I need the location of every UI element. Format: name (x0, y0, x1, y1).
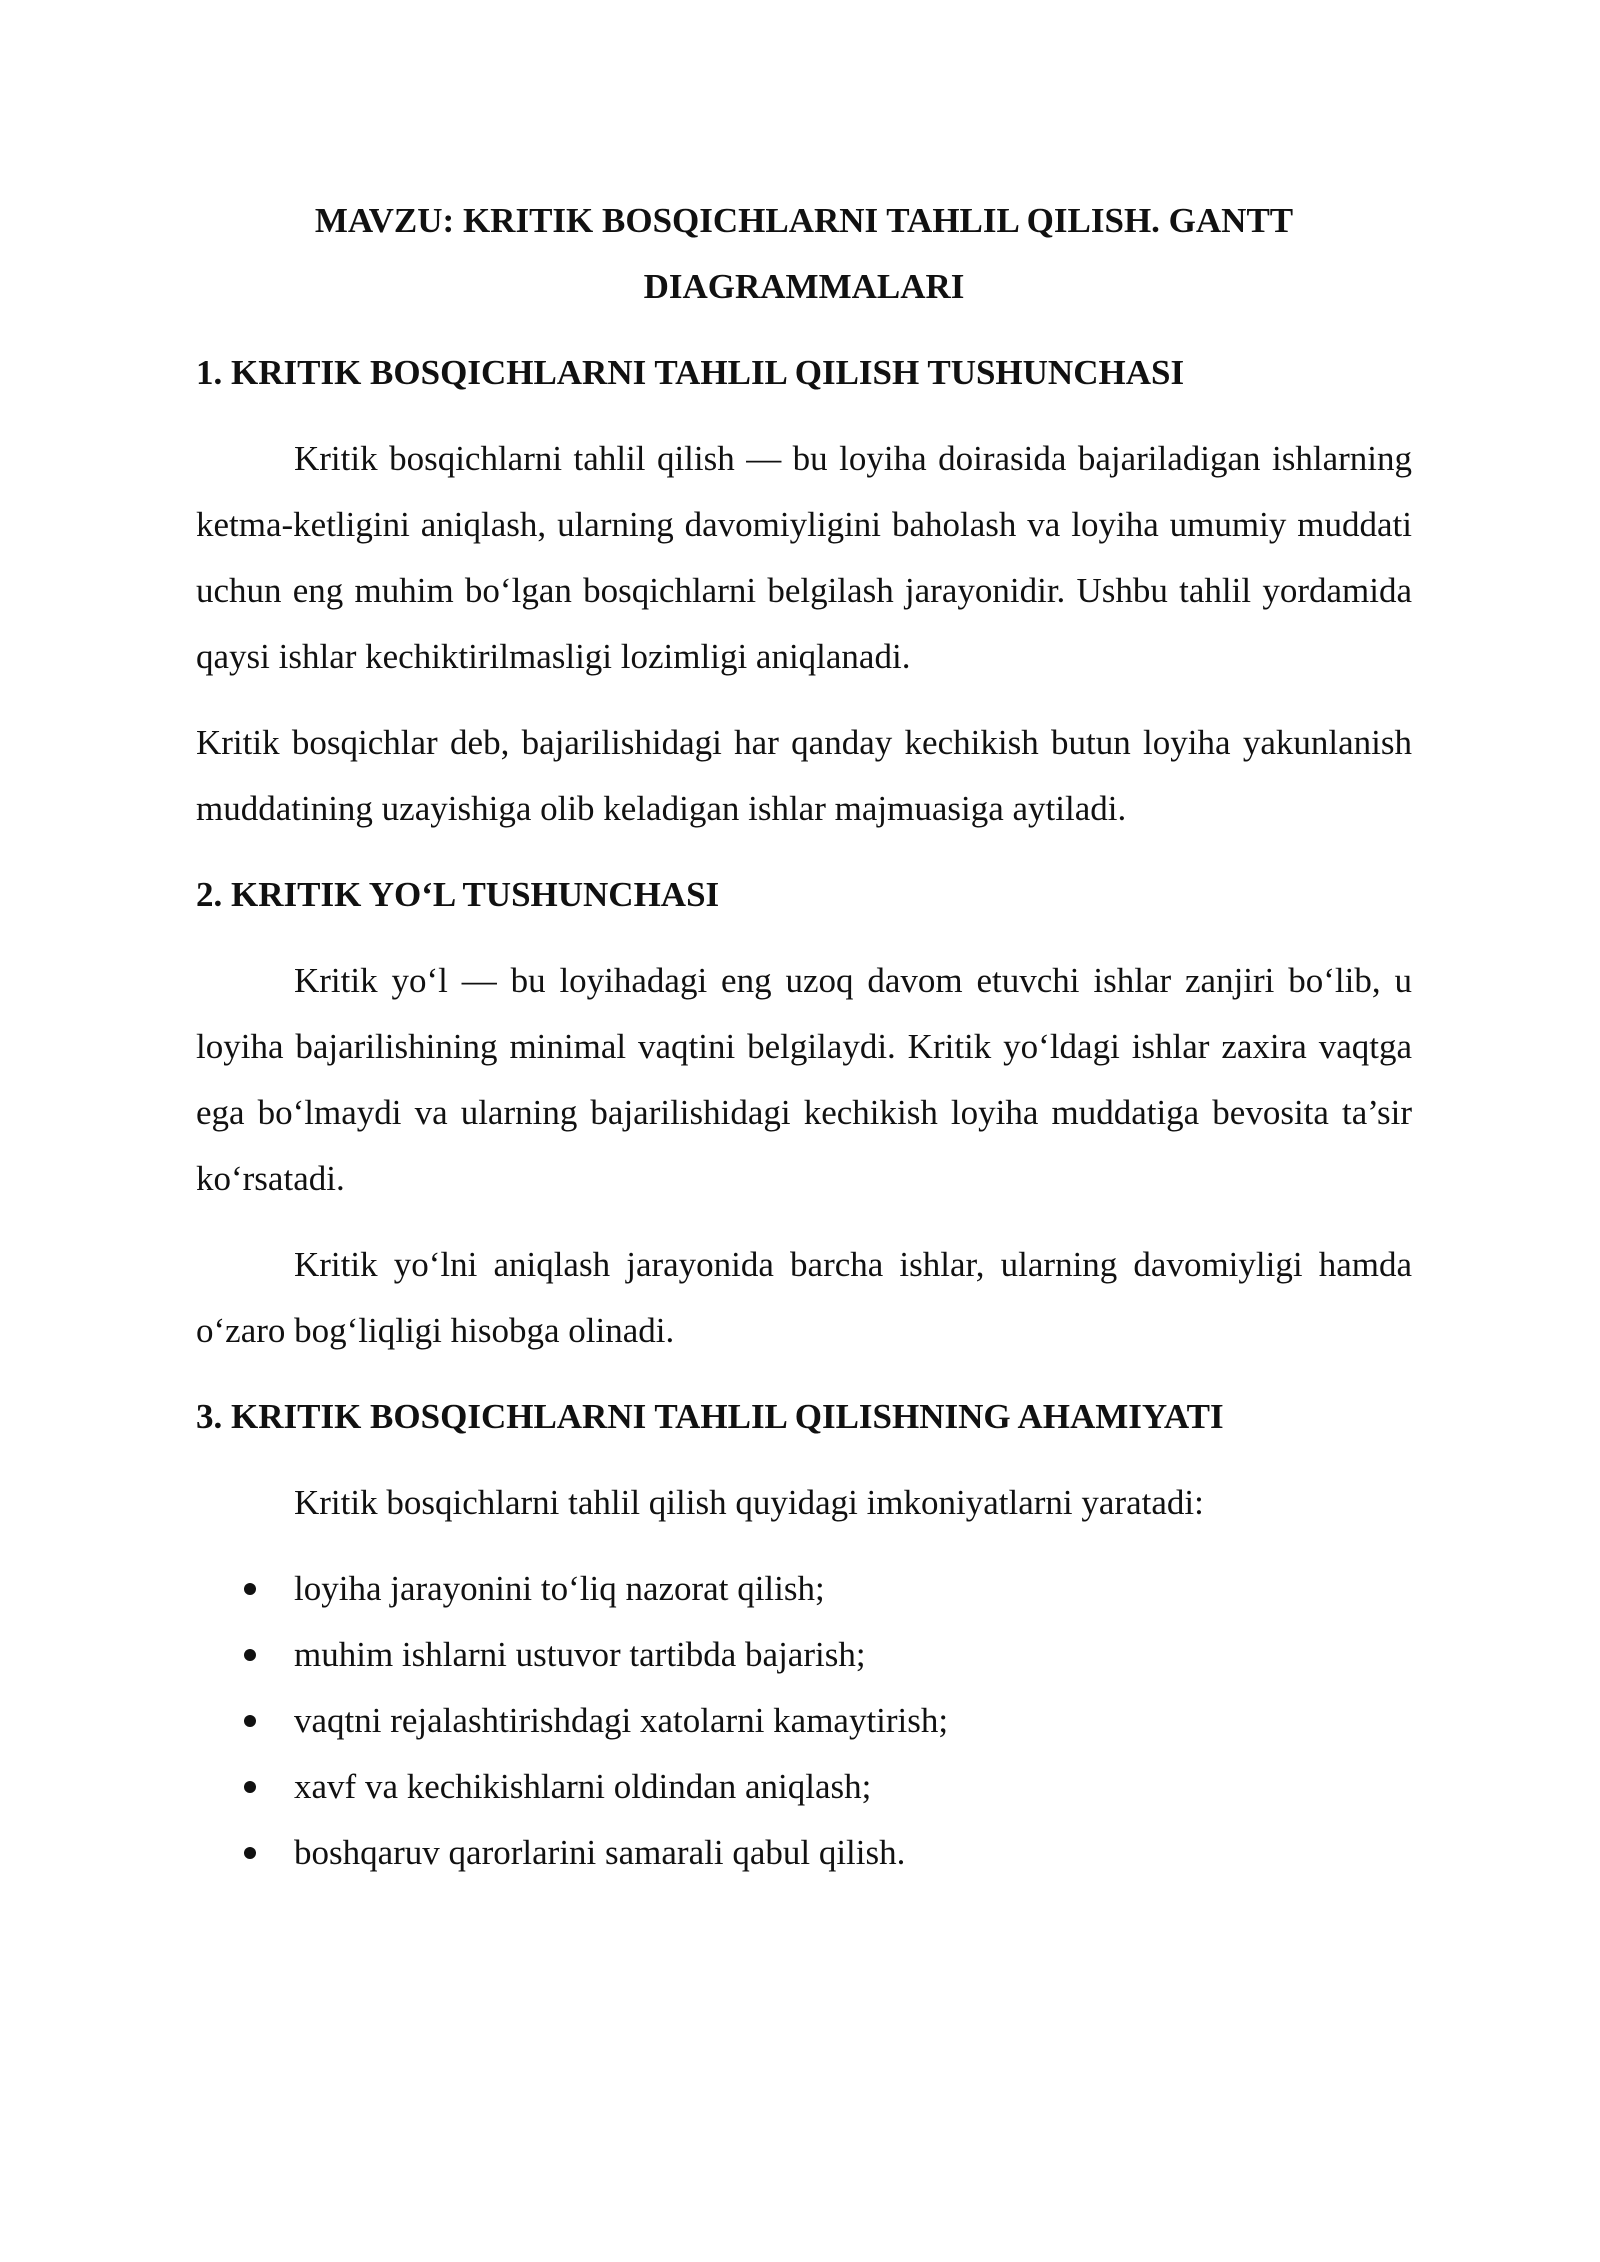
bullet-icon (244, 1583, 256, 1595)
list-item-text: muhim ishlarni ustuvor tartibda bajarish; (294, 1635, 866, 1674)
list-item (196, 1820, 1412, 1886)
bullet-icon (244, 1715, 256, 1727)
document-title (196, 188, 1412, 320)
document-page (196, 188, 1412, 1886)
bullet-list (196, 1556, 1412, 1886)
document-title-line-1: MAVZU: KRITIK BOSQICHLARNI TAHLIL QILISH. GANTT (314, 201, 1294, 240)
list-item (196, 1688, 1412, 1754)
section-heading-1: 1. KRITIK BOSQICHLARNI TAHLIL QILISH TUSHUNCHASI (196, 353, 1185, 392)
list-item (196, 1556, 1412, 1622)
section-heading-3: 3. KRITIK BOSQICHLARNI TAHLIL QILISHNING AHAMIYATI (196, 1397, 1224, 1436)
bullet-icon (244, 1781, 256, 1793)
section-1-paragraph-2: Kritik bosqichlar deb, bajarilishidagi har qanday kechikish butun loyiha yakunlanish muddatining uzayishiga olib keladigan ishlar majmuasiga aytiladi. (196, 723, 1412, 828)
bullet-icon (244, 1649, 256, 1661)
document-title-line-2: DIAGRAMMALARI (643, 267, 965, 306)
section-heading-2: 2. KRITIK YO‘L TUSHUNCHASI (196, 875, 720, 914)
list-item-text: boshqaruv qarorlarini samarali qabul qilish. (294, 1833, 906, 1872)
list-item (196, 1622, 1412, 1688)
list-item-text: loyiha jarayonini to‘liq nazorat qilish; (294, 1569, 825, 1608)
bullet-icon (244, 1847, 256, 1859)
section-3-paragraph-1: Kritik bosqichlarni tahlil qilish quyidagi imkoniyatlarni yaratadi: (294, 1483, 1204, 1522)
list-item-text: xavf va kechikishlarni oldindan aniqlash; (294, 1767, 872, 1806)
list-item (196, 1754, 1412, 1820)
section-2-paragraph-1: Kritik yo‘l — bu loyihadagi eng uzoq davom etuvchi ishlar zanjiri bo‘lib, u loyiha bajarilishining minimal vaqtini belgilaydi. Kritik yo‘ldagi ishlar zaxira vaqtga ega bo‘lmaydi va ularning bajarilishidagi kechikish loyiha muddatiga bevosita ta’sir ko‘rsatadi. (196, 961, 1412, 1198)
section-2-paragraph-2: Kritik yo‘lni aniqlash jarayonida barcha ishlar, ularning davomiyligi hamda o‘zaro bog‘liqligi hisobga olinadi. (196, 1245, 1412, 1350)
list-item-text: vaqtni rejalashtirishdagi xatolarni kamaytirish; (294, 1701, 949, 1740)
section-1-paragraph-1: Kritik bosqichlarni tahlil qilish — bu loyiha doirasida bajariladigan ishlarning ketma-ketligini aniqlash, ularning davomiyligini baholash va loyiha umumiy muddati uchun eng muhim bo‘lgan bosqichlarni belgilash jarayonidir. Ushbu tahlil yordamida qaysi ishlar kechiktirilmasligi lozimligi aniqlanadi. (196, 439, 1412, 676)
